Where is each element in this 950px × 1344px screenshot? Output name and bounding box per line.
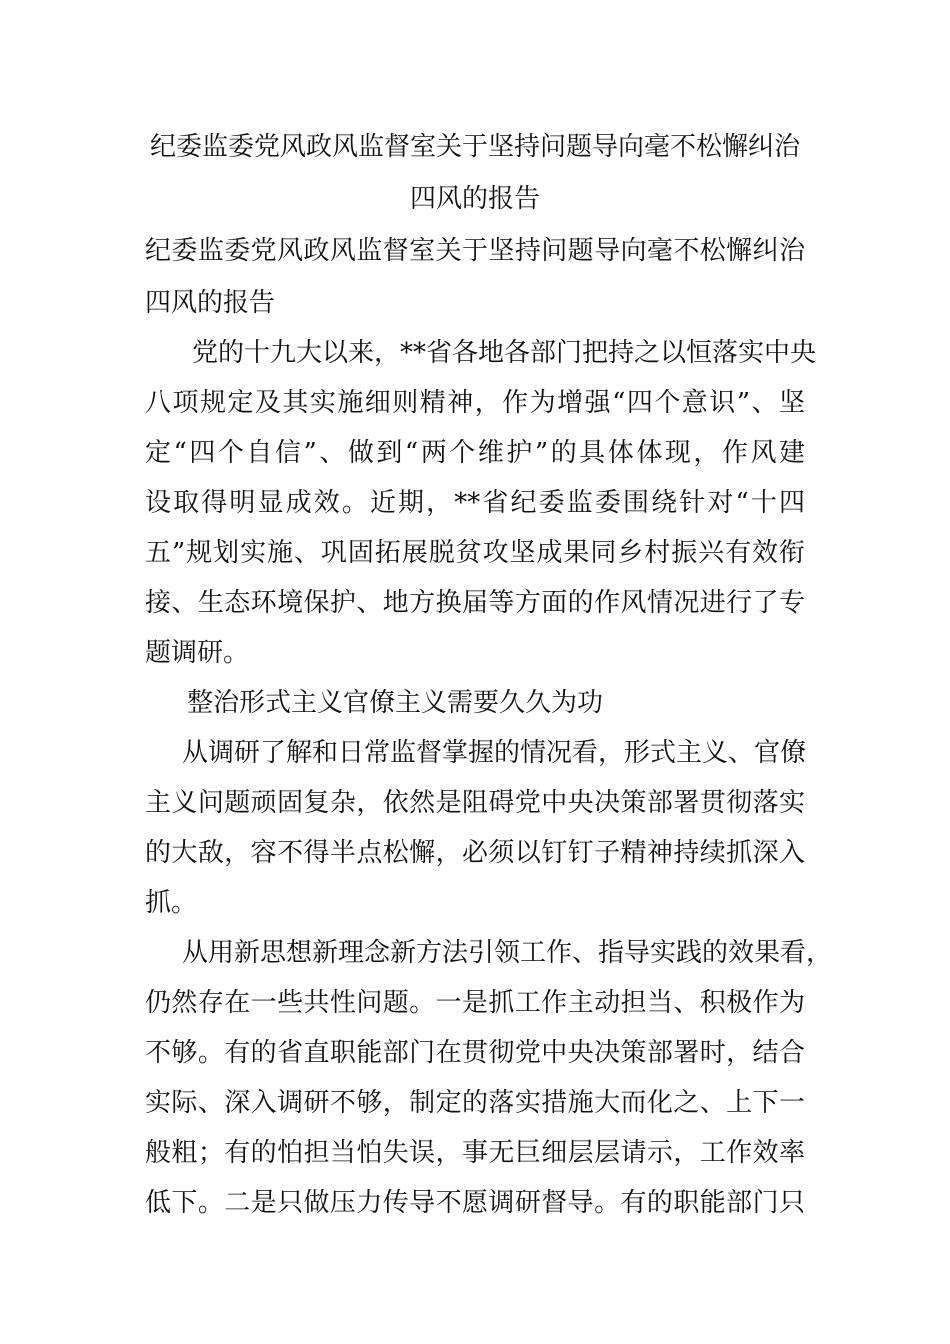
paragraph-2-line-3: 的大敌，容不得半点松懈，必须以钉钉子精神持续抓深入 bbox=[145, 838, 805, 868]
subtitle-line-2: 四风的报告 bbox=[145, 288, 276, 318]
paragraph-2-line-4: 抓。 bbox=[145, 888, 198, 918]
paragraph-1-line-2: 八项规定及其实施细则精神，作为增强“四个意识”、坚 bbox=[145, 388, 805, 418]
paragraph-1-line-6: 接、生态环境保护、地方换届等方面的作风情况进行了专 bbox=[145, 588, 805, 618]
paragraph-3-line-6: 低下。二是只做压力传导不愿调研督导。有的职能部门只 bbox=[145, 1188, 805, 1218]
paragraph-3-line-5: 般粗；有的怕担当怕失误，事无巨细层层请示，工作效率 bbox=[145, 1138, 805, 1168]
subtitle-line-1: 纪委监委党风政风监督室关于坚持问题导向毫不松懈纠治 bbox=[145, 236, 805, 266]
paragraph-1-line-1: 党的十九大以来，**省各地各部门把持之以恒落实中央 bbox=[192, 338, 817, 368]
document-title-line-2: 四风的报告 bbox=[409, 184, 540, 214]
document-title-line-1: 纪委监委党风政风监督室关于坚持问题导向毫不松懈纠治 bbox=[149, 132, 800, 162]
paragraph-3-line-3: 不够。有的省直职能部门在贯彻党中央决策部署时，结合 bbox=[145, 1038, 805, 1068]
paragraph-1-line-4: 设取得明显成效。近期，**省纪委监委围绕针对“十四 bbox=[145, 488, 805, 518]
paragraph-1-line-7: 题调研。 bbox=[145, 638, 250, 668]
paragraph-3-line-4: 实际、深入调研不够，制定的落实措施大而化之、上下一 bbox=[145, 1088, 805, 1118]
paragraph-1-line-5: 五”规划实施、巩固拓展脱贫攻坚成果同乡村振兴有效衔 bbox=[145, 538, 805, 568]
paragraph-2-line-2: 主义问题顽固复杂，依然是阻碍党中央决策部署贯彻落实 bbox=[145, 788, 805, 818]
paragraph-3-line-2: 仍然存在一些共性问题。一是抓工作主动担当、积极作为 bbox=[145, 988, 805, 1018]
paragraph-2-line-1: 从调研了解和日常监督掌握的情况看，形式主义、官僚 bbox=[182, 738, 807, 768]
paragraph-3-line-1: 从用新思想新理念新方法引领工作、指导实践的效果看， bbox=[182, 938, 833, 968]
paragraph-1-line-3: 定“四个自信”、做到“两个维护”的具体体现，作风建 bbox=[145, 438, 805, 468]
section-heading: 整治形式主义官僚主义需要久久为功 bbox=[187, 688, 604, 718]
